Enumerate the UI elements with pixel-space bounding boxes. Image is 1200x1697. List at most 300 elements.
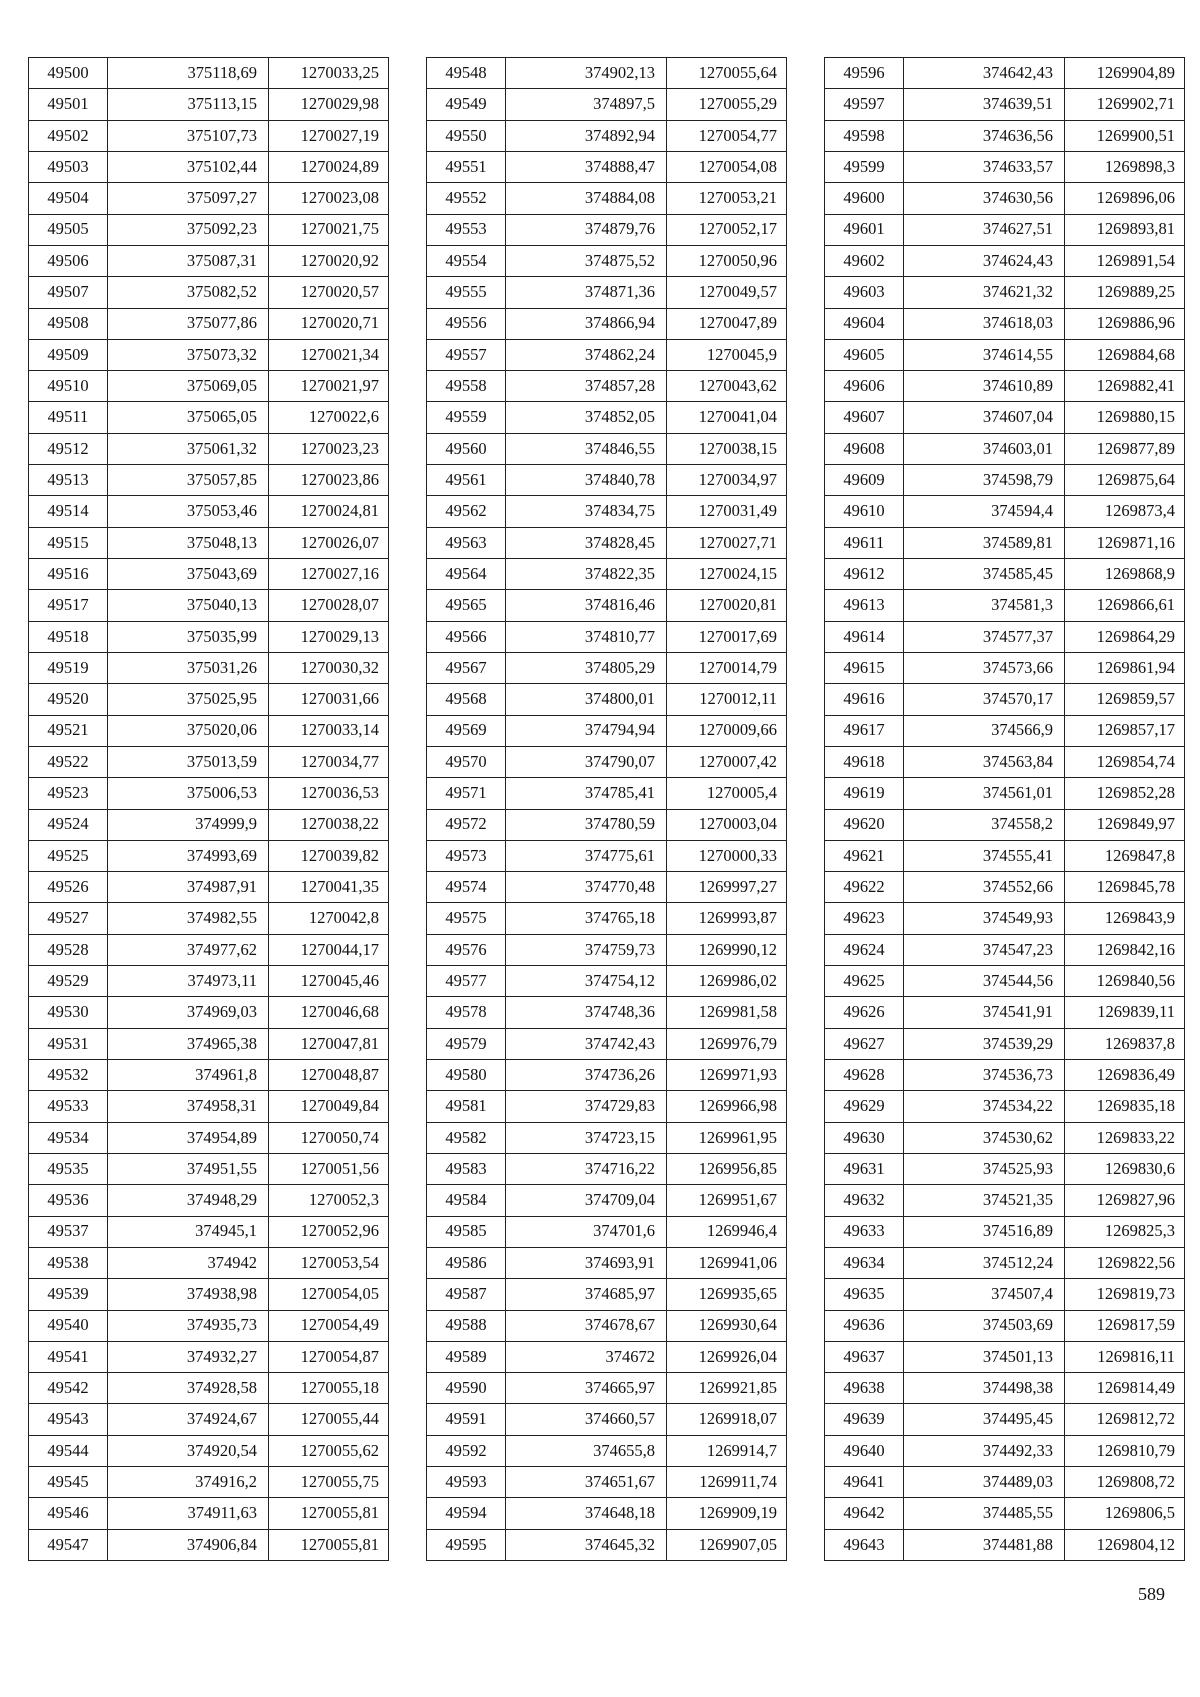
table-row [825, 402, 1185, 433]
x-coordinate-cell: 375107,73 [108, 120, 269, 151]
x-coordinate-cell: 374585,45 [904, 559, 1065, 590]
point-number-cell: 49552 [427, 183, 506, 214]
point-number-cell: 49615 [825, 652, 904, 683]
x-coordinate-cell: 374558,2 [904, 809, 1065, 840]
table-row [825, 621, 1185, 652]
point-number-cell: 49611 [825, 527, 904, 558]
table-row [29, 621, 389, 652]
x-coordinate-cell: 374566,9 [904, 715, 1065, 746]
point-number-cell: 49547 [29, 1529, 108, 1560]
point-number-cell: 49631 [825, 1153, 904, 1184]
point-number-cell: 49546 [29, 1498, 108, 1529]
point-number-cell: 49637 [825, 1341, 904, 1372]
y-coordinate-cell: 1270033,25 [269, 58, 389, 89]
point-number-cell: 49610 [825, 496, 904, 527]
x-coordinate-cell: 374969,03 [108, 997, 269, 1028]
y-coordinate-cell: 1269814,49 [1065, 1373, 1185, 1404]
y-coordinate-cell: 1270050,96 [667, 245, 787, 276]
y-coordinate-cell: 1270033,14 [269, 715, 389, 746]
table-row [29, 245, 389, 276]
point-number-cell: 49514 [29, 496, 108, 527]
x-coordinate-cell: 374759,73 [506, 934, 667, 965]
y-coordinate-cell: 1270049,57 [667, 277, 787, 308]
x-coordinate-cell: 374834,75 [506, 496, 667, 527]
y-coordinate-cell: 1269852,28 [1065, 778, 1185, 809]
x-coordinate-cell: 374485,55 [904, 1498, 1065, 1529]
point-number-cell: 49625 [825, 966, 904, 997]
y-coordinate-cell: 1270050,74 [269, 1122, 389, 1153]
x-coordinate-cell: 374993,69 [108, 840, 269, 871]
table-row [29, 277, 389, 308]
x-coordinate-cell: 375061,32 [108, 433, 269, 464]
x-coordinate-cell: 374525,93 [904, 1153, 1065, 1184]
point-number-cell: 49553 [427, 214, 506, 245]
x-coordinate-cell: 374498,38 [904, 1373, 1065, 1404]
x-coordinate-cell: 374932,27 [108, 1341, 269, 1372]
table-row [427, 465, 787, 496]
y-coordinate-cell: 1269930,64 [667, 1310, 787, 1341]
y-coordinate-cell: 1270048,87 [269, 1060, 389, 1091]
y-coordinate-cell: 1269935,65 [667, 1279, 787, 1310]
table-row [29, 1373, 389, 1404]
x-coordinate-cell: 374987,91 [108, 872, 269, 903]
y-coordinate-cell: 1269808,72 [1065, 1467, 1185, 1498]
x-coordinate-cell: 375031,26 [108, 652, 269, 683]
table-row [29, 809, 389, 840]
y-coordinate-cell: 1269804,12 [1065, 1529, 1185, 1560]
y-coordinate-cell: 1270049,84 [269, 1091, 389, 1122]
y-coordinate-cell: 1270027,19 [269, 120, 389, 151]
point-number-cell: 49636 [825, 1310, 904, 1341]
x-coordinate-cell: 374828,45 [506, 527, 667, 558]
x-coordinate-cell: 374630,56 [904, 183, 1065, 214]
point-number-cell: 49617 [825, 715, 904, 746]
table-row [427, 1373, 787, 1404]
table-row [825, 715, 1185, 746]
point-number-cell: 49574 [427, 872, 506, 903]
y-coordinate-cell: 1269854,74 [1065, 746, 1185, 777]
y-coordinate-cell: 1269864,29 [1065, 621, 1185, 652]
table-row [427, 1091, 787, 1122]
point-number-cell: 49643 [825, 1529, 904, 1560]
point-number-cell: 49607 [825, 402, 904, 433]
y-coordinate-cell: 1270024,89 [269, 151, 389, 182]
y-coordinate-cell: 1269880,15 [1065, 402, 1185, 433]
point-number-cell: 49624 [825, 934, 904, 965]
point-number-cell: 49504 [29, 183, 108, 214]
table-row [427, 840, 787, 871]
table-row [427, 151, 787, 182]
point-number-cell: 49621 [825, 840, 904, 871]
x-coordinate-cell: 374481,88 [904, 1529, 1065, 1560]
y-coordinate-cell: 1270042,8 [269, 903, 389, 934]
x-coordinate-cell: 374685,97 [506, 1279, 667, 1310]
point-number-cell: 49531 [29, 1028, 108, 1059]
table-row [427, 872, 787, 903]
x-coordinate-cell: 375035,99 [108, 621, 269, 652]
x-coordinate-cell: 374866,94 [506, 308, 667, 339]
x-coordinate-cell: 374748,36 [506, 997, 667, 1028]
y-coordinate-cell: 1270041,35 [269, 872, 389, 903]
x-coordinate-cell: 375048,13 [108, 527, 269, 558]
y-coordinate-cell: 1269946,4 [667, 1216, 787, 1247]
y-coordinate-cell: 1270023,23 [269, 433, 389, 464]
table-row [427, 183, 787, 214]
y-coordinate-cell: 1270027,16 [269, 559, 389, 590]
point-number-cell: 49635 [825, 1279, 904, 1310]
y-coordinate-cell: 1269847,8 [1065, 840, 1185, 871]
point-number-cell: 49599 [825, 151, 904, 182]
x-coordinate-cell: 374928,58 [108, 1373, 269, 1404]
y-coordinate-cell: 1269837,8 [1065, 1028, 1185, 1059]
point-number-cell: 49601 [825, 214, 904, 245]
point-number-cell: 49517 [29, 590, 108, 621]
table-row [825, 746, 1185, 777]
point-number-cell: 49604 [825, 308, 904, 339]
table-row [29, 684, 389, 715]
y-coordinate-cell: 1269868,9 [1065, 559, 1185, 590]
point-number-cell: 49571 [427, 778, 506, 809]
table-row [29, 151, 389, 182]
table-row [825, 1404, 1185, 1435]
y-coordinate-cell: 1269839,11 [1065, 997, 1185, 1028]
x-coordinate-cell: 374951,55 [108, 1153, 269, 1184]
table-row [427, 1122, 787, 1153]
point-number-cell: 49536 [29, 1185, 108, 1216]
x-coordinate-cell: 374614,55 [904, 339, 1065, 370]
table-row [29, 590, 389, 621]
y-coordinate-cell: 1270044,17 [269, 934, 389, 965]
y-coordinate-cell: 1270038,15 [667, 433, 787, 464]
y-coordinate-cell: 1269907,05 [667, 1529, 787, 1560]
point-number-cell: 49619 [825, 778, 904, 809]
y-coordinate-cell: 1270055,44 [269, 1404, 389, 1435]
point-number-cell: 49638 [825, 1373, 904, 1404]
y-coordinate-cell: 1269817,59 [1065, 1310, 1185, 1341]
y-coordinate-cell: 1269918,07 [667, 1404, 787, 1435]
y-coordinate-cell: 1270017,69 [667, 621, 787, 652]
x-coordinate-cell: 374852,05 [506, 402, 667, 433]
table-row [427, 903, 787, 934]
y-coordinate-cell: 1270045,9 [667, 339, 787, 370]
y-coordinate-cell: 1269926,04 [667, 1341, 787, 1372]
y-coordinate-cell: 1269981,58 [667, 997, 787, 1028]
point-number-cell: 49586 [427, 1247, 506, 1278]
table-row [29, 371, 389, 402]
y-coordinate-cell: 1270052,3 [269, 1185, 389, 1216]
table-row [427, 58, 787, 89]
table-row [825, 1122, 1185, 1153]
y-coordinate-cell: 1270053,54 [269, 1247, 389, 1278]
table-row [29, 1310, 389, 1341]
table-row [825, 1216, 1185, 1247]
y-coordinate-cell: 1270005,4 [667, 778, 787, 809]
x-coordinate-cell: 374875,52 [506, 245, 667, 276]
point-number-cell: 49568 [427, 684, 506, 715]
point-number-cell: 49570 [427, 746, 506, 777]
point-number-cell: 49597 [825, 89, 904, 120]
x-coordinate-cell: 374555,41 [904, 840, 1065, 871]
y-coordinate-cell: 1270046,68 [269, 997, 389, 1028]
point-number-cell: 49559 [427, 402, 506, 433]
x-coordinate-cell: 374977,62 [108, 934, 269, 965]
y-coordinate-cell: 1270009,66 [667, 715, 787, 746]
x-coordinate-cell: 375040,13 [108, 590, 269, 621]
y-coordinate-cell: 1269951,67 [667, 1185, 787, 1216]
y-coordinate-cell: 1269833,22 [1065, 1122, 1185, 1153]
point-number-cell: 49520 [29, 684, 108, 715]
table-row [29, 1216, 389, 1247]
point-number-cell: 49628 [825, 1060, 904, 1091]
table-row [825, 120, 1185, 151]
x-coordinate-cell: 374598,79 [904, 465, 1065, 496]
x-coordinate-cell: 375065,05 [108, 402, 269, 433]
y-coordinate-cell: 1269976,79 [667, 1028, 787, 1059]
table-row [29, 559, 389, 590]
table-row [427, 559, 787, 590]
x-coordinate-cell: 374507,4 [904, 1279, 1065, 1310]
table-row [29, 214, 389, 245]
x-coordinate-cell: 374570,17 [904, 684, 1065, 715]
point-number-cell: 49566 [427, 621, 506, 652]
x-coordinate-cell: 374770,48 [506, 872, 667, 903]
table-row [825, 1279, 1185, 1310]
point-number-cell: 49560 [427, 433, 506, 464]
x-coordinate-cell: 374794,94 [506, 715, 667, 746]
coordinate-table-1 [28, 57, 389, 1561]
y-coordinate-cell: 1269941,06 [667, 1247, 787, 1278]
y-coordinate-cell: 1269971,93 [667, 1060, 787, 1091]
y-coordinate-cell: 1270012,11 [667, 684, 787, 715]
y-coordinate-cell: 1270029,98 [269, 89, 389, 120]
x-coordinate-cell: 374973,11 [108, 966, 269, 997]
point-number-cell: 49583 [427, 1153, 506, 1184]
x-coordinate-cell: 375057,85 [108, 465, 269, 496]
table-row [427, 1216, 787, 1247]
table-row [29, 1247, 389, 1278]
point-number-cell: 49576 [427, 934, 506, 965]
point-number-cell: 49554 [427, 245, 506, 276]
y-coordinate-cell: 1269840,56 [1065, 966, 1185, 997]
table-row [427, 245, 787, 276]
y-coordinate-cell: 1269882,41 [1065, 371, 1185, 402]
point-number-cell: 49639 [825, 1404, 904, 1435]
point-number-cell: 49503 [29, 151, 108, 182]
table-row [427, 89, 787, 120]
point-number-cell: 49581 [427, 1091, 506, 1122]
table-row [29, 1467, 389, 1498]
table-row [29, 1153, 389, 1184]
table-row [29, 89, 389, 120]
x-coordinate-cell: 374678,67 [506, 1310, 667, 1341]
x-coordinate-cell: 374701,6 [506, 1216, 667, 1247]
y-coordinate-cell: 1270036,53 [269, 778, 389, 809]
point-number-cell: 49577 [427, 966, 506, 997]
y-coordinate-cell: 1269836,49 [1065, 1060, 1185, 1091]
x-coordinate-cell: 374536,73 [904, 1060, 1065, 1091]
x-coordinate-cell: 374857,28 [506, 371, 667, 402]
point-number-cell: 49539 [29, 1279, 108, 1310]
y-coordinate-cell: 1269900,51 [1065, 120, 1185, 151]
point-number-cell: 49630 [825, 1122, 904, 1153]
table-row [427, 715, 787, 746]
x-coordinate-cell: 374621,32 [904, 277, 1065, 308]
x-coordinate-cell: 375082,52 [108, 277, 269, 308]
x-coordinate-cell: 374541,91 [904, 997, 1065, 1028]
table-row [825, 590, 1185, 621]
point-number-cell: 49521 [29, 715, 108, 746]
y-coordinate-cell: 1269891,54 [1065, 245, 1185, 276]
coordinate-table-3 [824, 57, 1185, 1561]
table-row [29, 715, 389, 746]
point-number-cell: 49623 [825, 903, 904, 934]
point-number-cell: 49595 [427, 1529, 506, 1560]
point-number-cell: 49589 [427, 1341, 506, 1372]
table-row [427, 1247, 787, 1278]
table-row [29, 997, 389, 1028]
y-coordinate-cell: 1269904,89 [1065, 58, 1185, 89]
point-number-cell: 49549 [427, 89, 506, 120]
table-row [427, 433, 787, 464]
x-coordinate-cell: 375073,32 [108, 339, 269, 370]
y-coordinate-cell: 1270055,29 [667, 89, 787, 120]
point-number-cell: 49593 [427, 1467, 506, 1498]
table-row [825, 1498, 1185, 1529]
y-coordinate-cell: 1270039,82 [269, 840, 389, 871]
y-coordinate-cell: 1269877,89 [1065, 433, 1185, 464]
point-number-cell: 49626 [825, 997, 904, 1028]
x-coordinate-cell: 374965,38 [108, 1028, 269, 1059]
point-number-cell: 49548 [427, 58, 506, 89]
x-coordinate-cell: 374805,29 [506, 652, 667, 683]
point-number-cell: 49609 [825, 465, 904, 496]
table-row [825, 1060, 1185, 1091]
y-coordinate-cell: 1269812,72 [1065, 1404, 1185, 1435]
point-number-cell: 49569 [427, 715, 506, 746]
x-coordinate-cell: 374552,66 [904, 872, 1065, 903]
table-row [825, 527, 1185, 558]
table-row [825, 433, 1185, 464]
table-row [29, 402, 389, 433]
y-coordinate-cell: 1270052,17 [667, 214, 787, 245]
table-row [29, 1122, 389, 1153]
x-coordinate-cell: 374775,61 [506, 840, 667, 871]
x-coordinate-cell: 374982,55 [108, 903, 269, 934]
point-number-cell: 49575 [427, 903, 506, 934]
x-coordinate-cell: 374902,13 [506, 58, 667, 89]
point-number-cell: 49527 [29, 903, 108, 934]
y-coordinate-cell: 1269909,19 [667, 1498, 787, 1529]
table-row [427, 402, 787, 433]
y-coordinate-cell: 1270027,71 [667, 527, 787, 558]
point-number-cell: 49582 [427, 1122, 506, 1153]
point-number-cell: 49556 [427, 308, 506, 339]
point-number-cell: 49629 [825, 1091, 904, 1122]
table-row [29, 872, 389, 903]
x-coordinate-cell: 375118,69 [108, 58, 269, 89]
table-row [825, 840, 1185, 871]
y-coordinate-cell: 1270038,22 [269, 809, 389, 840]
y-coordinate-cell: 1270020,81 [667, 590, 787, 621]
table-row [427, 1529, 787, 1560]
x-coordinate-cell: 374892,94 [506, 120, 667, 151]
x-coordinate-cell: 374501,13 [904, 1341, 1065, 1372]
point-number-cell: 49524 [29, 809, 108, 840]
x-coordinate-cell: 374723,15 [506, 1122, 667, 1153]
y-coordinate-cell: 1270045,46 [269, 966, 389, 997]
coordinate-table-2 [426, 57, 787, 1561]
table-row [427, 277, 787, 308]
table-row [825, 1529, 1185, 1560]
point-number-cell: 49585 [427, 1216, 506, 1247]
y-coordinate-cell: 1269990,12 [667, 934, 787, 965]
x-coordinate-cell: 374924,67 [108, 1404, 269, 1435]
x-coordinate-cell: 374709,04 [506, 1185, 667, 1216]
table-row [427, 934, 787, 965]
y-coordinate-cell: 1270052,96 [269, 1216, 389, 1247]
point-number-cell: 49544 [29, 1435, 108, 1466]
y-coordinate-cell: 1270021,75 [269, 214, 389, 245]
table-row [427, 997, 787, 1028]
x-coordinate-cell: 374495,45 [904, 1404, 1065, 1435]
point-number-cell: 49562 [427, 496, 506, 527]
y-coordinate-cell: 1269911,74 [667, 1467, 787, 1498]
table-row [825, 496, 1185, 527]
table-row [29, 1404, 389, 1435]
point-number-cell: 49538 [29, 1247, 108, 1278]
y-coordinate-cell: 1270026,07 [269, 527, 389, 558]
x-coordinate-cell: 374961,8 [108, 1060, 269, 1091]
x-coordinate-cell: 374610,89 [904, 371, 1065, 402]
point-number-cell: 49580 [427, 1060, 506, 1091]
table-row [825, 371, 1185, 402]
table-row [427, 684, 787, 715]
x-coordinate-cell: 374765,18 [506, 903, 667, 934]
y-coordinate-cell: 1269875,64 [1065, 465, 1185, 496]
x-coordinate-cell: 374906,84 [108, 1529, 269, 1560]
x-coordinate-cell: 375087,31 [108, 245, 269, 276]
table-row [427, 621, 787, 652]
point-number-cell: 49641 [825, 1467, 904, 1498]
table-row [825, 1185, 1185, 1216]
point-number-cell: 49542 [29, 1373, 108, 1404]
point-number-cell: 49588 [427, 1310, 506, 1341]
point-number-cell: 49572 [427, 809, 506, 840]
y-coordinate-cell: 1269884,68 [1065, 339, 1185, 370]
table-row [825, 245, 1185, 276]
point-number-cell: 49529 [29, 966, 108, 997]
y-coordinate-cell: 1270003,04 [667, 809, 787, 840]
y-coordinate-cell: 1270024,15 [667, 559, 787, 590]
y-coordinate-cell: 1270024,81 [269, 496, 389, 527]
point-number-cell: 49516 [29, 559, 108, 590]
point-number-cell: 49523 [29, 778, 108, 809]
point-number-cell: 49500 [29, 58, 108, 89]
point-number-cell: 49592 [427, 1435, 506, 1466]
point-number-cell: 49627 [825, 1028, 904, 1059]
y-coordinate-cell: 1270055,64 [667, 58, 787, 89]
y-coordinate-cell: 1270022,6 [269, 402, 389, 433]
x-coordinate-cell: 374547,23 [904, 934, 1065, 965]
point-number-cell: 49640 [825, 1435, 904, 1466]
page-number: 589 [1138, 1584, 1165, 1604]
table-row [29, 308, 389, 339]
point-number-cell: 49587 [427, 1279, 506, 1310]
table-row [427, 1310, 787, 1341]
y-coordinate-cell: 1269819,73 [1065, 1279, 1185, 1310]
y-coordinate-cell: 1269859,57 [1065, 684, 1185, 715]
table-row [427, 966, 787, 997]
